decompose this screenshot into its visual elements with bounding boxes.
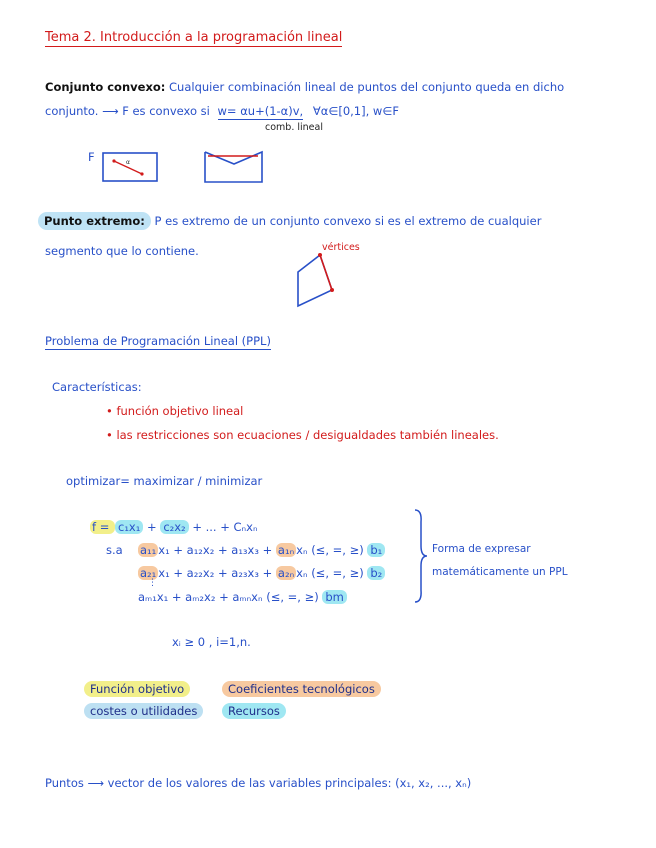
- convexo-line2: [45, 104, 399, 118]
- convexo-formula-label: comb. lineal: [265, 122, 323, 133]
- convexo-definition: Cualquier combinación lineal de puntos del conjunto queda en dicho: [169, 80, 565, 94]
- ppl-heading: Problema de Programación Lineal (PPL): [45, 334, 271, 348]
- non-negativity: xᵢ ≥ 0 , i=1,n.: [172, 635, 251, 649]
- constraint-row-m: aₘ₁x₁ + aₘ₂x₂ + aₘₙxₙ (≤, =, ≥) bm: [138, 590, 347, 604]
- coef-a1n: a₁ₙ: [277, 543, 295, 557]
- constraint-row-2: a₂₁ x₁ + a₂₂x₂ + a₂₃x₃ + a₂ₙ xₙ (≤, =, ≥) b₂: [138, 566, 385, 580]
- cost-c1: c₁x₁: [115, 520, 143, 534]
- convexo-line1: [45, 80, 564, 94]
- convexo-formula: w= αu+(1-α)v,: [217, 104, 304, 118]
- convexo-line2-text: conjunto. ⟶ F es convexo si: [45, 104, 210, 118]
- vertices-diagram: [296, 250, 346, 310]
- f-symbol: f =: [92, 520, 113, 534]
- legend-recursos: Recursos: [222, 704, 286, 718]
- extremo-term: Punto extremo:: [38, 212, 151, 230]
- legend-funcion-objetivo: Función objetivo: [84, 682, 190, 696]
- convexo-condition: ∀α∈[0,1], w∈F: [312, 104, 399, 118]
- caracteristicas-label: Características:: [52, 380, 142, 394]
- coef-a11: a₁₁: [140, 543, 157, 557]
- puntos-definition: Puntos ⟶ vector de los valores de las variables principales: (x₁, x₂, ..., xₙ): [45, 776, 472, 790]
- constraint-row-1: a₁₁ x₁ + a₁₂x₂ + a₁₃x₃ + a₁ₙ xₙ (≤, =, ≥) b₁: [138, 543, 385, 557]
- sa-label: s.a: [106, 543, 123, 557]
- legend-coef-tecnologicos: Coeficientes tecnológicos: [222, 682, 381, 696]
- bullet-restricciones: • las restricciones son ecuaciones / desigualdades también lineales.: [106, 428, 499, 442]
- nonconvex-set-diagram: [204, 150, 268, 184]
- objective-function: f = c₁x₁ + c₂x₂ + ... + Cₙxₙ: [92, 520, 258, 534]
- coef-a21: a₂₁: [140, 566, 157, 580]
- optimizar-text: optimizar= maximizar / minimizar: [66, 474, 263, 488]
- page-title: Tema 2. Introducción a la programación lineal: [45, 30, 343, 45]
- extremo-line1: [38, 214, 541, 228]
- extremo-definition: P es extremo de un conjunto convexo si es el extremo de cualquier: [154, 214, 542, 228]
- resource-b2: b₂: [367, 566, 385, 580]
- convexo-term: Conjunto convexo:: [45, 80, 166, 94]
- legend-costes: costes o utilidades: [84, 704, 203, 718]
- bullet-funcion-objetivo: • función objetivo lineal: [106, 404, 244, 418]
- vertices-label: vértices: [322, 242, 360, 253]
- vertical-dots: ⋮: [148, 578, 157, 588]
- extremo-line2: segmento que lo contiene.: [45, 244, 199, 258]
- cost-c2: c₂x₂: [160, 520, 188, 534]
- convex-set-diagram: [102, 152, 162, 184]
- curly-brace: [412, 508, 428, 604]
- forma-expresar-2: matemáticamente un PPL: [432, 566, 568, 578]
- forma-expresar-1: Forma de expresar: [432, 543, 531, 555]
- coef-a2n: a₂ₙ: [277, 566, 295, 580]
- resource-b1: b₁: [367, 543, 385, 557]
- alpha-label: α: [126, 159, 130, 166]
- resource-bm: bm: [322, 590, 347, 604]
- set-label: F: [88, 150, 95, 164]
